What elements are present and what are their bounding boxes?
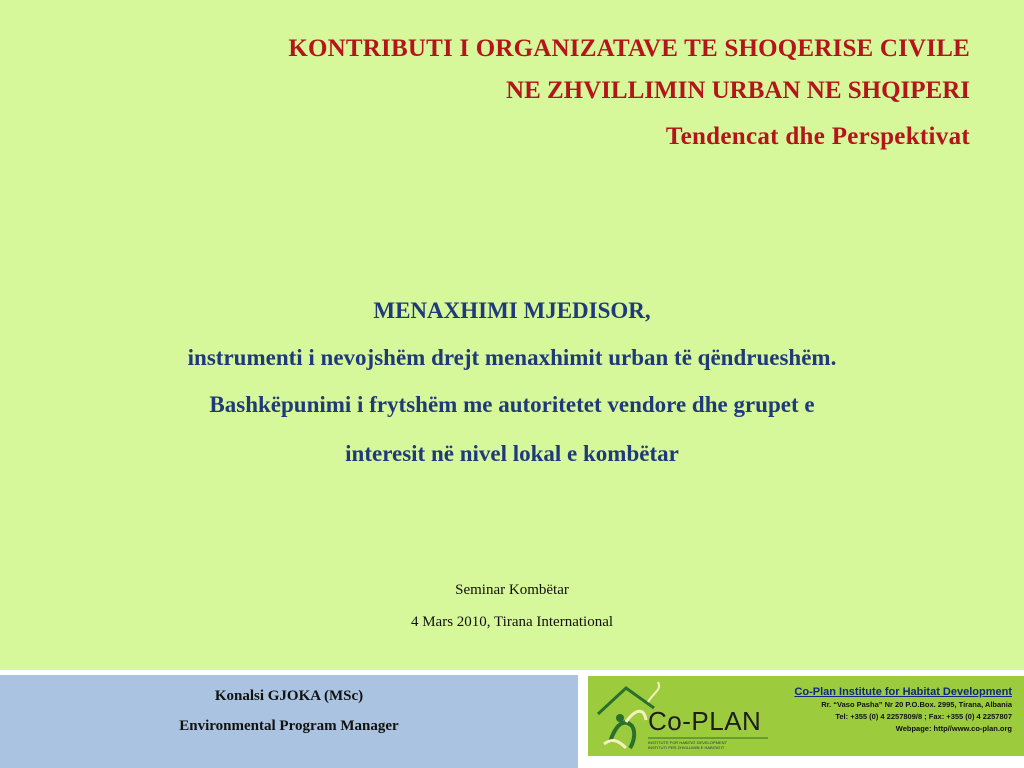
organization-title[interactable]: Co-Plan Institute for Habitat Development <box>794 686 1012 698</box>
logo-subtitle-sq: INSTITUTI PER ZHVILLIMIN E HABITATIT <box>648 745 725 750</box>
logo-subtitle-en: INSTITUTE FOR HABITAT DEVELOPMENT <box>648 740 727 745</box>
organization-contact <box>794 685 1012 735</box>
seminar-info <box>0 580 1024 632</box>
main-title: MENAXHIMI MJEDISOR, <box>373 298 651 323</box>
main-line1: instrumenti i nevojshëm drejt menaxhimit urban të qëndrueshëm. <box>187 345 837 370</box>
presenter-panel <box>0 675 578 768</box>
organization-address: Rr. “Vaso Pasha” Nr 20 P.O.Box. 2995, Tirana, Albania <box>821 700 1012 709</box>
logo-subtitle <box>648 740 768 750</box>
presenter-role: Environmental Program Manager <box>179 718 399 734</box>
header-subtitle: Tendencat dhe Perspektivat <box>665 123 970 150</box>
slide-header <box>288 34 970 152</box>
seminar-date-place: 4 Mars 2010, Tirana International <box>410 614 614 630</box>
organization-phone: Tel: +355 (0) 4 2257809/8 ; Fax: +355 (0) 4 2257807 <box>835 712 1012 721</box>
presenter-name: Konalsi GJOKA (MSc) <box>214 688 364 704</box>
organization-web[interactable]: Webpage: http//www.co-plan.org <box>895 724 1012 733</box>
main-line2: Bashkëpunimi i frytshëm me autoritetet vendore dhe grupet e <box>209 392 815 417</box>
logo-wordmark: Co-PLAN <box>648 706 762 736</box>
coplan-logo <box>596 678 776 754</box>
organization-panel <box>588 676 1024 756</box>
main-line3: interesit në nivel lokal e kombëtar <box>345 441 679 466</box>
seminar-name: Seminar Kombëtar <box>455 582 569 598</box>
main-topic <box>0 294 1024 471</box>
header-title-line1: KONTRIBUTI I ORGANIZATAVE TE SHOQERISE CIVILE <box>288 35 970 62</box>
header-title-line2: NE ZHVILLIMIN URBAN NE SHQIPERI <box>506 77 970 104</box>
